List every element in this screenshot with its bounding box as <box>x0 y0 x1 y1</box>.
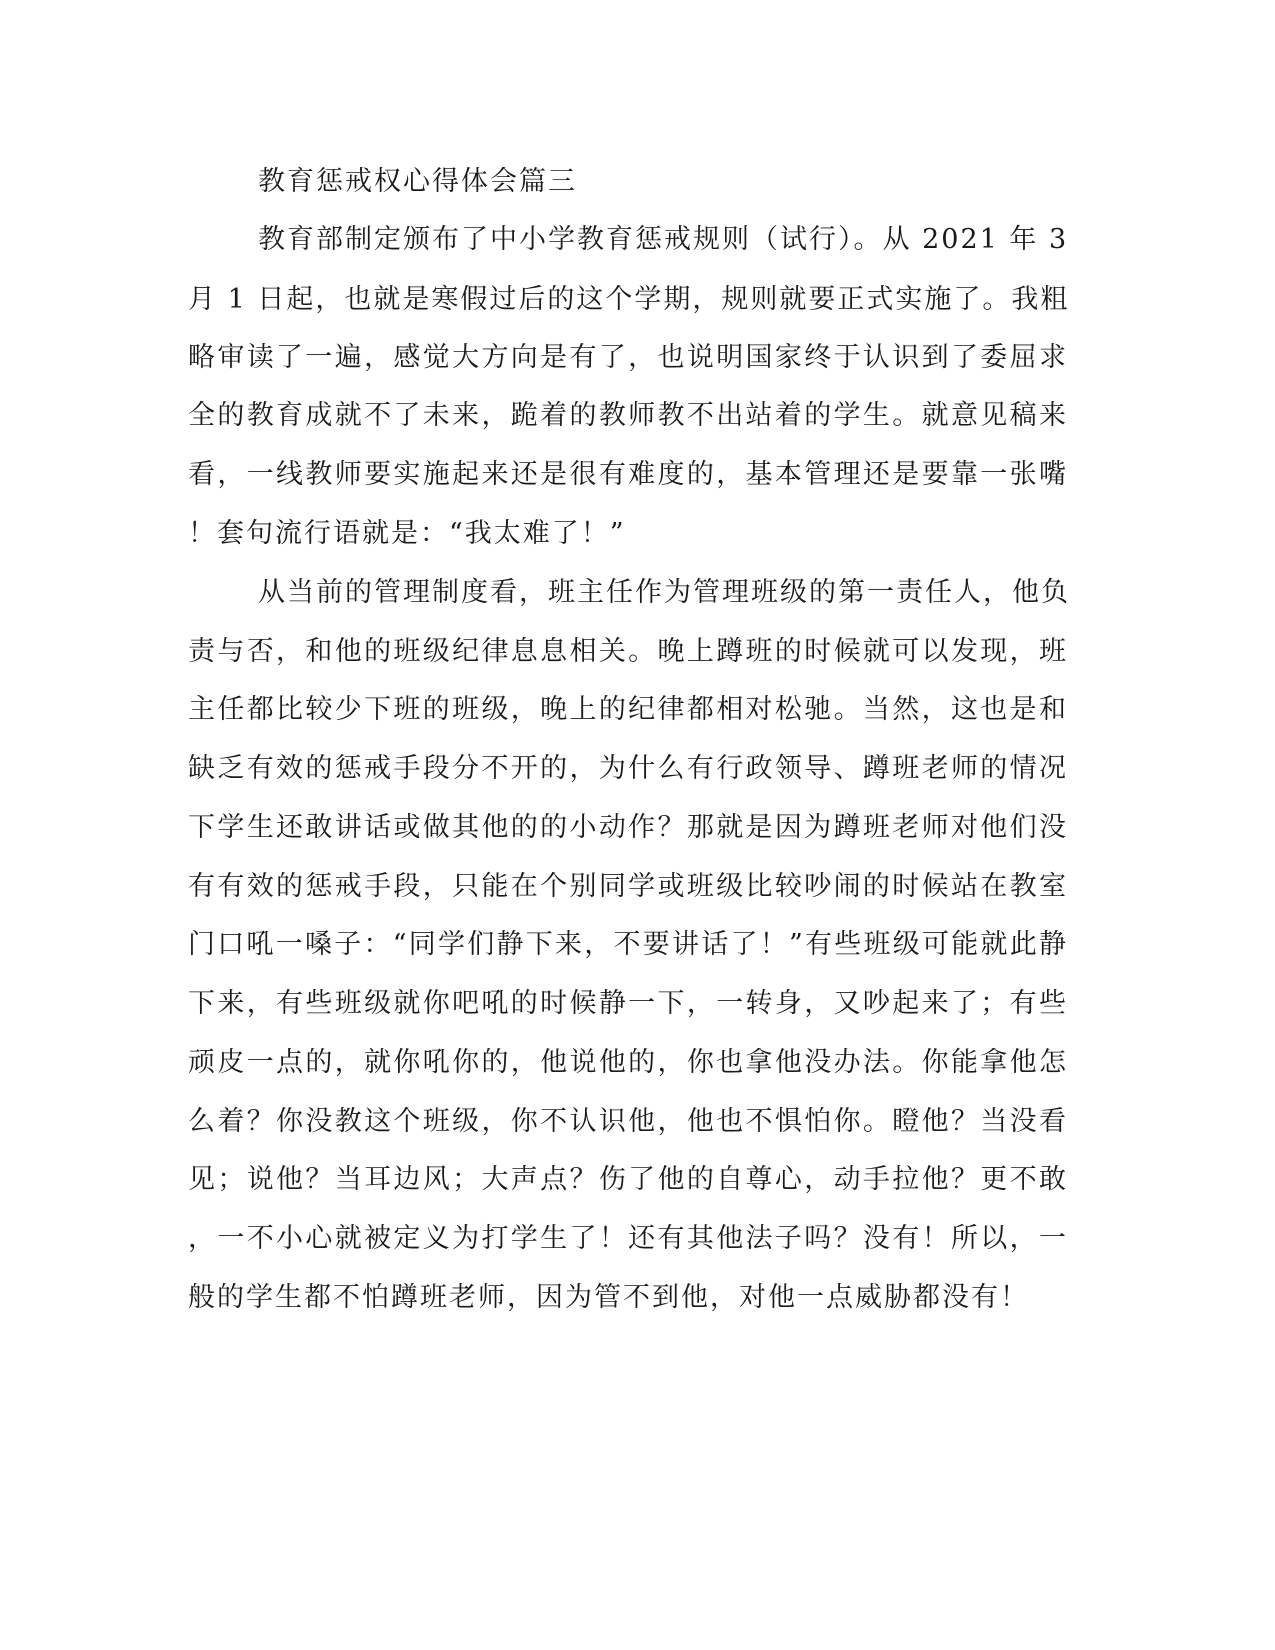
paragraph-line: 看，一线教师要实施起来还是很有难度的，基本管理还是要靠一张嘴 <box>188 459 1068 490</box>
paragraph-line: 有有效的惩戒手段，只能在个别同学或班级比较吵闹的时候站在教室 <box>188 871 1068 902</box>
paragraph-line: 全的教育成就不了未来，跪着的教师教不出站着的学生。就意见稿来 <box>188 400 1068 431</box>
paragraph-line: 顽皮一点的，就你吼你的，他说他的，你也拿他没办法。你能拿他怎 <box>188 1047 1068 1078</box>
paragraph-line: 主任都比较少下班的班级，晚上的纪律都相对松驰。当然，这也是和 <box>188 694 1068 725</box>
paragraph-line: 见；说他？当耳边风；大声点？伤了他的自尊心，动手拉他？更不敢 <box>188 1164 1068 1195</box>
paragraph-line: 么着？你没教这个班级，你不认识他，他也不惧怕你。瞪他？当没看 <box>188 1106 1068 1137</box>
paragraph-line: 教育部制定颁布了中小学教育惩戒规则（试行）。从 2021 年 3 <box>258 224 1069 255</box>
paragraph-line: 下来，有些班级就你吧吼的时候静一下，一转身，又吵起来了；有些 <box>188 988 1068 1019</box>
paragraph-line: 责与否，和他的班级纪律息息相关。晚上蹲班的时候就可以发现，班 <box>188 636 1068 667</box>
paragraph-line: 下学生还敢讲话或做其他的的小动作？那就是因为蹲班老师对他们没 <box>188 812 1068 843</box>
paragraph-line: 月 1 日起，也就是寒假过后的这个学期，规则就要正式实施了。我粗 <box>188 284 1070 315</box>
paragraph-line: ，一不小心就被定义为打学生了！还有其他法子吗？没有！所以，一 <box>188 1223 1068 1254</box>
document-title: 教育惩戒权心得体会篇三 <box>258 166 577 197</box>
paragraph-line: ！套句流行语就是：“我太难了！” <box>188 518 626 549</box>
paragraph-line: 门口吼一嗓子：“同学们静下来，不要讲话了！”有些班级可能就此静 <box>188 929 1068 960</box>
paragraph-line: 从当前的管理制度看，班主任作为管理班级的第一责任人，他负 <box>258 577 1070 608</box>
paragraph-line: 缺乏有效的惩戒手段分不开的，为什么有行政领导、蹲班老师的情况 <box>188 753 1068 784</box>
paragraph-line: 略审读了一遍，感觉大方向是有了，也说明国家终于认识到了委屈求 <box>188 342 1068 373</box>
paragraph-line: 般的学生都不怕蹲班老师，因为管不到他，对他一点威胁都没有！ <box>188 1282 1029 1313</box>
